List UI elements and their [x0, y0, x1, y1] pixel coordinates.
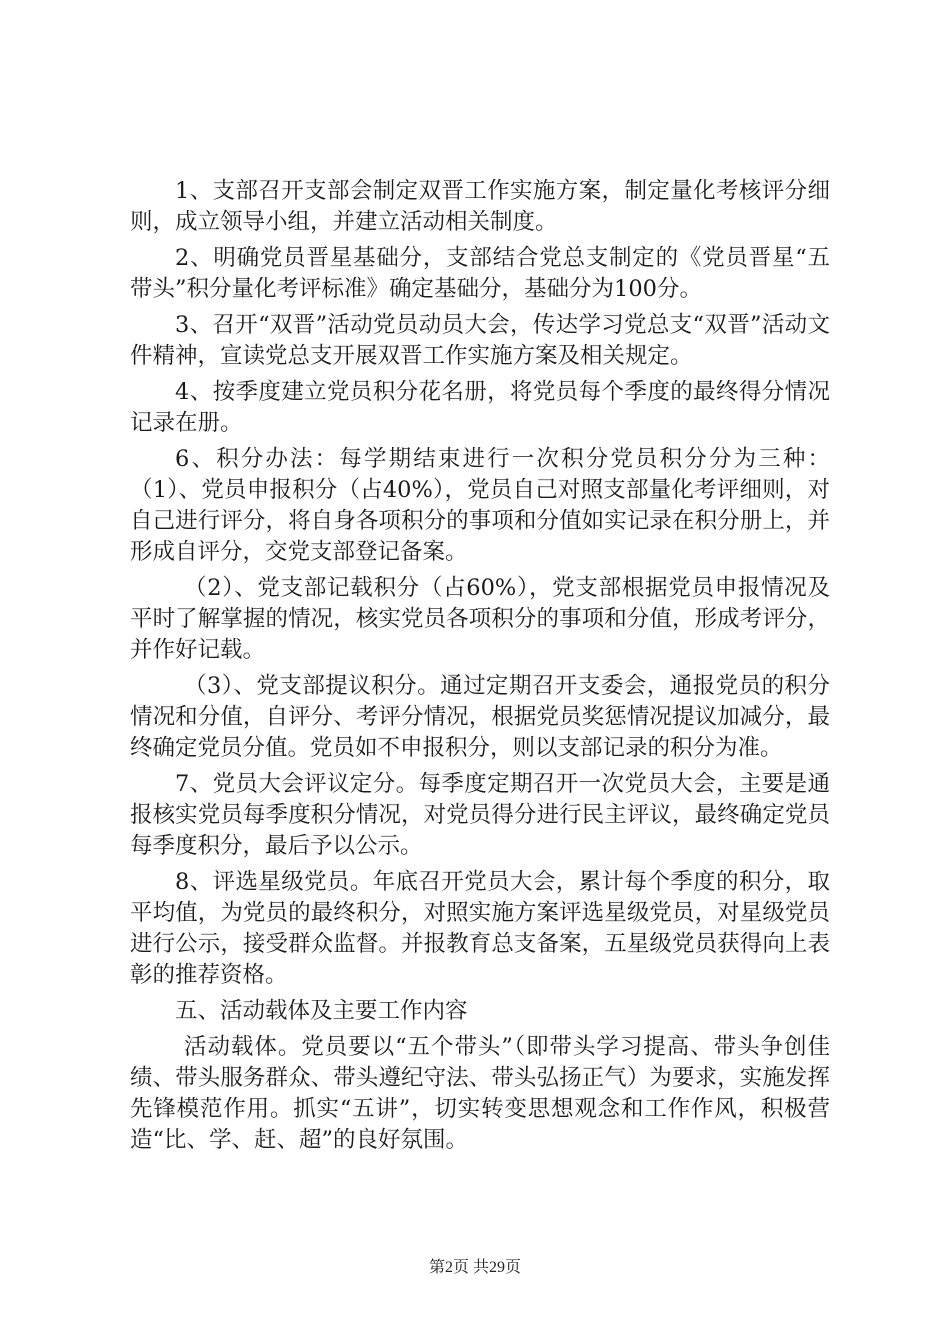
paragraph: （3）、党支部提议积分。通过定期召开支委会，通报党员的积分情况和分值，自评分、考评分情况，根据党员奖惩情况提议加减分，最终确定党员分值。党员如不申报积分，则以支部记录的积分为准。 [130, 673, 830, 761]
section-heading: 五、活动载体及主要工作内容 [175, 998, 468, 1024]
paragraph: 活动载体。党员要以“五个带头”（即带头学习提高、带头争创佳绩、带头服务群众、带头遵纪守法、带头弘扬正气）为要求，实施发挥先锋模范作用。抓实“五讲”，切实转变思想观念和工作作风，积极营造“比、学、赶、超”的良好氛围。 [130, 1034, 830, 1153]
paragraph: 3、召开“双晋”活动党员动员大会，传达学习党总支“双晋”活动文件精神，宣读党总支开展双晋工作实施方案及相关规定。 [130, 312, 830, 369]
paragraph: （2）、党支部记载积分（占60%），党支部根据党员申报情况及平时了解掌握的情况，核实党员各项积分的事项和分值，形成考评分，并作好记载。 [130, 575, 830, 663]
paragraph: 4、按季度建立党员积分花名册，将党员每个季度的最终得分情况记录在册。 [130, 379, 830, 436]
paragraph: 7、党员大会评议定分。每季度定期召开一次党员大会，主要是通报核实党员每季度积分情况，对党员得分进行民主评议，最终确定党员每季度积分，最后予以公示。 [130, 771, 830, 859]
paragraph: 2、明确党员晋星基础分，支部结合党总支制定的《党员晋星“五带头”积分量化考评标准》确定基础分，基础分为100分。 [130, 245, 830, 302]
paragraph: 8、评选星级党员。年底召开党员大会，累计每个季度的积分，取平均值，为党员的最终积分，对照实施方案评选星级党员，对星级党员进行公示，接受群众监督。并报教育总支备案，五星级党员获得向上表彰的推荐资格。 [130, 869, 830, 988]
page-number-footer: 第2页 共29页 [428, 1259, 521, 1276]
document-body [130, 176, 830, 1161]
paragraph: 1、支部召开支部会制定双晋工作实施方案，制定量化考核评分细则，成立领导小组，并建立活动相关制度。 [130, 178, 830, 235]
paragraph: 6、积分办法：每学期结束进行一次积分党员积分分为三种：（1）、党员申报积分（占40%），党员自己对照支部量化考评细则，对自己进行评分，将自身各项积分的事项和分值如实记录在积分册上，并形成自评分，交党支部登记备案。 [130, 446, 830, 565]
